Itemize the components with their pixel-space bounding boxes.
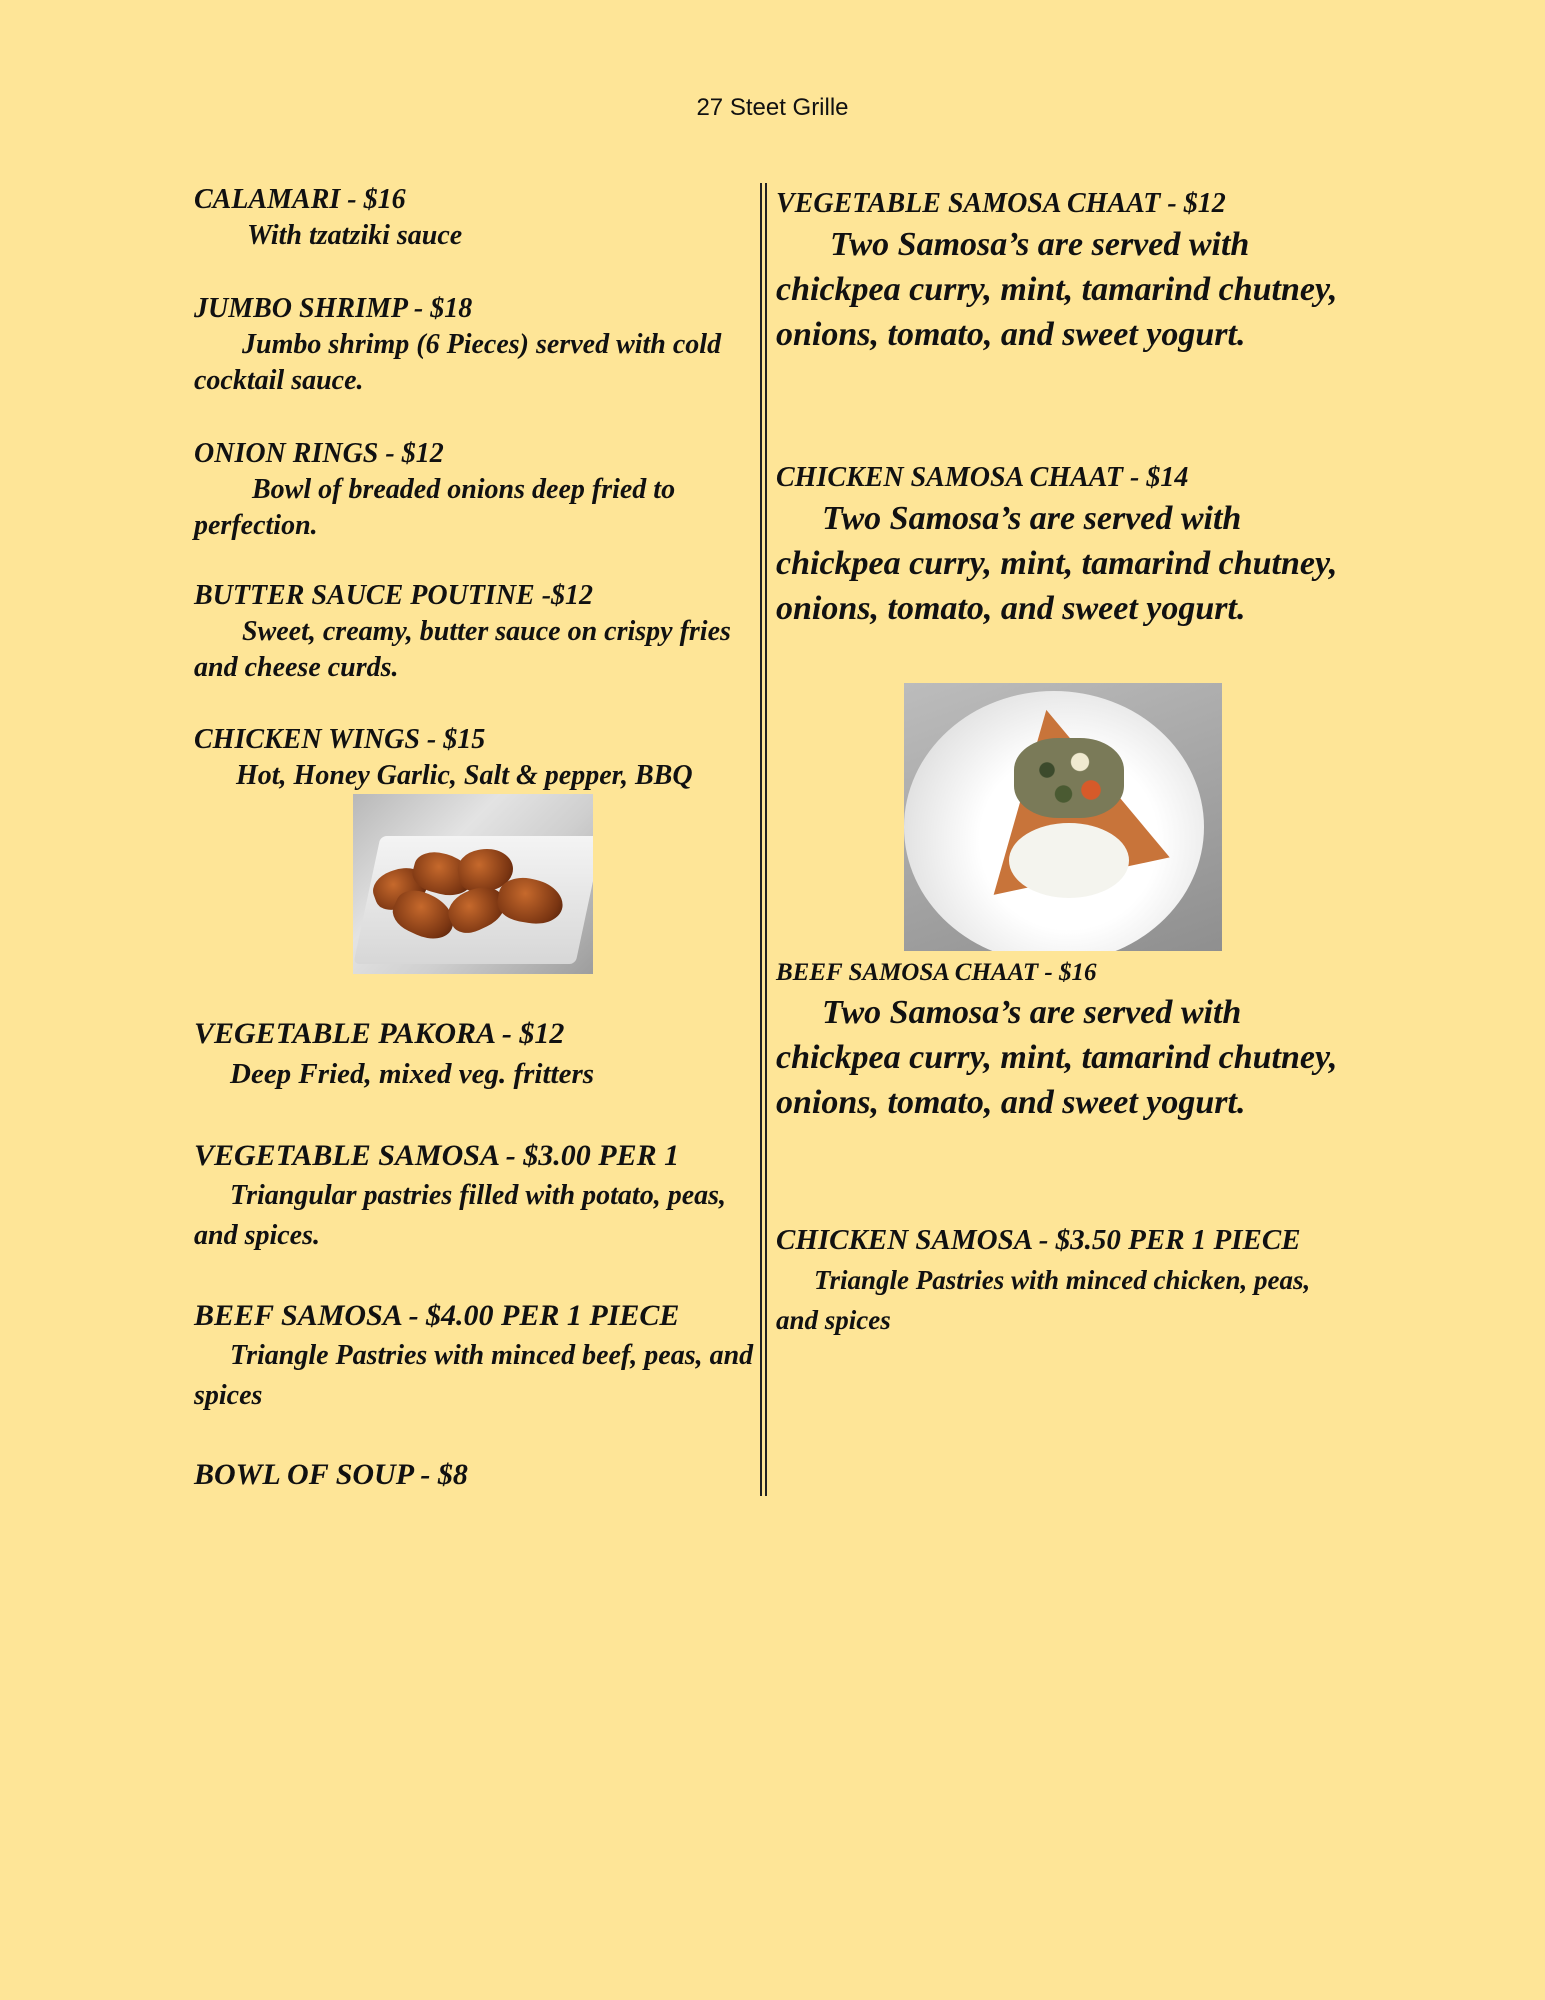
item-description: Bowl of breaded onions deep fried to perfection. <box>194 474 676 541</box>
samosa-chaat-photo <box>904 683 1222 951</box>
item-description: With tzatziki sauce <box>247 220 463 251</box>
item-title: CALAMARI - $16 <box>194 184 406 215</box>
menu-item-chicken-wings <box>194 722 754 794</box>
menu-item-beef-samosa <box>194 1296 754 1416</box>
menu-item-beef-samosa-chaat <box>776 956 1346 1125</box>
item-title: BOWL OF SOUP - $8 <box>194 1458 468 1491</box>
menu-item-poutine <box>194 578 754 686</box>
item-title: VEGETABLE PAKORA - $12 <box>194 1017 565 1050</box>
menu-item-vegetable-pakora <box>194 1014 754 1094</box>
item-description: Triangle Pastries with minced beef, peas, and spices <box>194 1340 754 1411</box>
item-title: ONION RINGS - $12 <box>194 438 444 469</box>
menu-item-chicken-samosa <box>776 1220 1346 1340</box>
menu-item-jumbo-shrimp <box>194 291 754 399</box>
item-title: BEEF SAMOSA CHAAT - $16 <box>776 959 1097 986</box>
item-title: BEEF SAMOSA - $4.00 PER 1 PIECE <box>194 1299 680 1332</box>
menu-item-vegetable-samosa-chaat <box>776 186 1346 357</box>
item-description: Jumbo shrimp (6 Pieces) served with cold cocktail sauce. <box>194 329 722 396</box>
item-description: Deep Fried, mixed veg. fritters <box>230 1058 595 1090</box>
item-description: Two Samosa’s are served with chickpea curry, mint, tamarind chutney, onions, tomato, and sweet yogurt. <box>776 500 1338 627</box>
item-description: Two Samosa’s are served with chickpea curry, mint, tamarind chutney, onions, tomato, and sweet yogurt. <box>776 994 1338 1121</box>
item-description: Triangular pastries filled with potato, peas, and spices. <box>194 1180 727 1251</box>
item-title: JUMBO SHRIMP - $18 <box>194 293 473 324</box>
item-description: Hot, Honey Garlic, Salt & pepper, BBQ <box>236 760 693 791</box>
item-title: CHICKEN WINGS - $15 <box>194 724 486 755</box>
page-title: 27 Steet Grille <box>696 94 849 121</box>
item-title: CHICKEN SAMOSA CHAAT - $14 <box>776 462 1189 493</box>
item-description: Triangle Pastries with minced chicken, peas, and spices <box>776 1265 1311 1335</box>
menu-item-calamari <box>194 182 754 254</box>
menu-item-vegetable-samosa <box>194 1136 754 1256</box>
column-divider <box>760 183 767 1496</box>
item-title: CHICKEN SAMOSA - $3.50 PER 1 PIECE <box>776 1224 1301 1256</box>
item-title: VEGETABLE SAMOSA - $3.00 PER 1 <box>194 1139 680 1172</box>
item-title: VEGETABLE SAMOSA CHAAT - $12 <box>776 188 1226 219</box>
menu-item-bowl-of-soup <box>194 1455 754 1495</box>
menu-item-onion-rings <box>194 436 754 544</box>
item-description: Two Samosa’s are served with chickpea curry, mint, tamarind chutney, onions, tomato, and sweet yogurt. <box>776 226 1338 353</box>
menu-item-chicken-samosa-chaat <box>776 460 1346 631</box>
item-description: Sweet, creamy, butter sauce on crispy fries and cheese curds. <box>194 616 731 683</box>
item-title: BUTTER SAUCE POUTINE -$12 <box>194 580 594 611</box>
chicken-wings-photo <box>353 794 593 974</box>
